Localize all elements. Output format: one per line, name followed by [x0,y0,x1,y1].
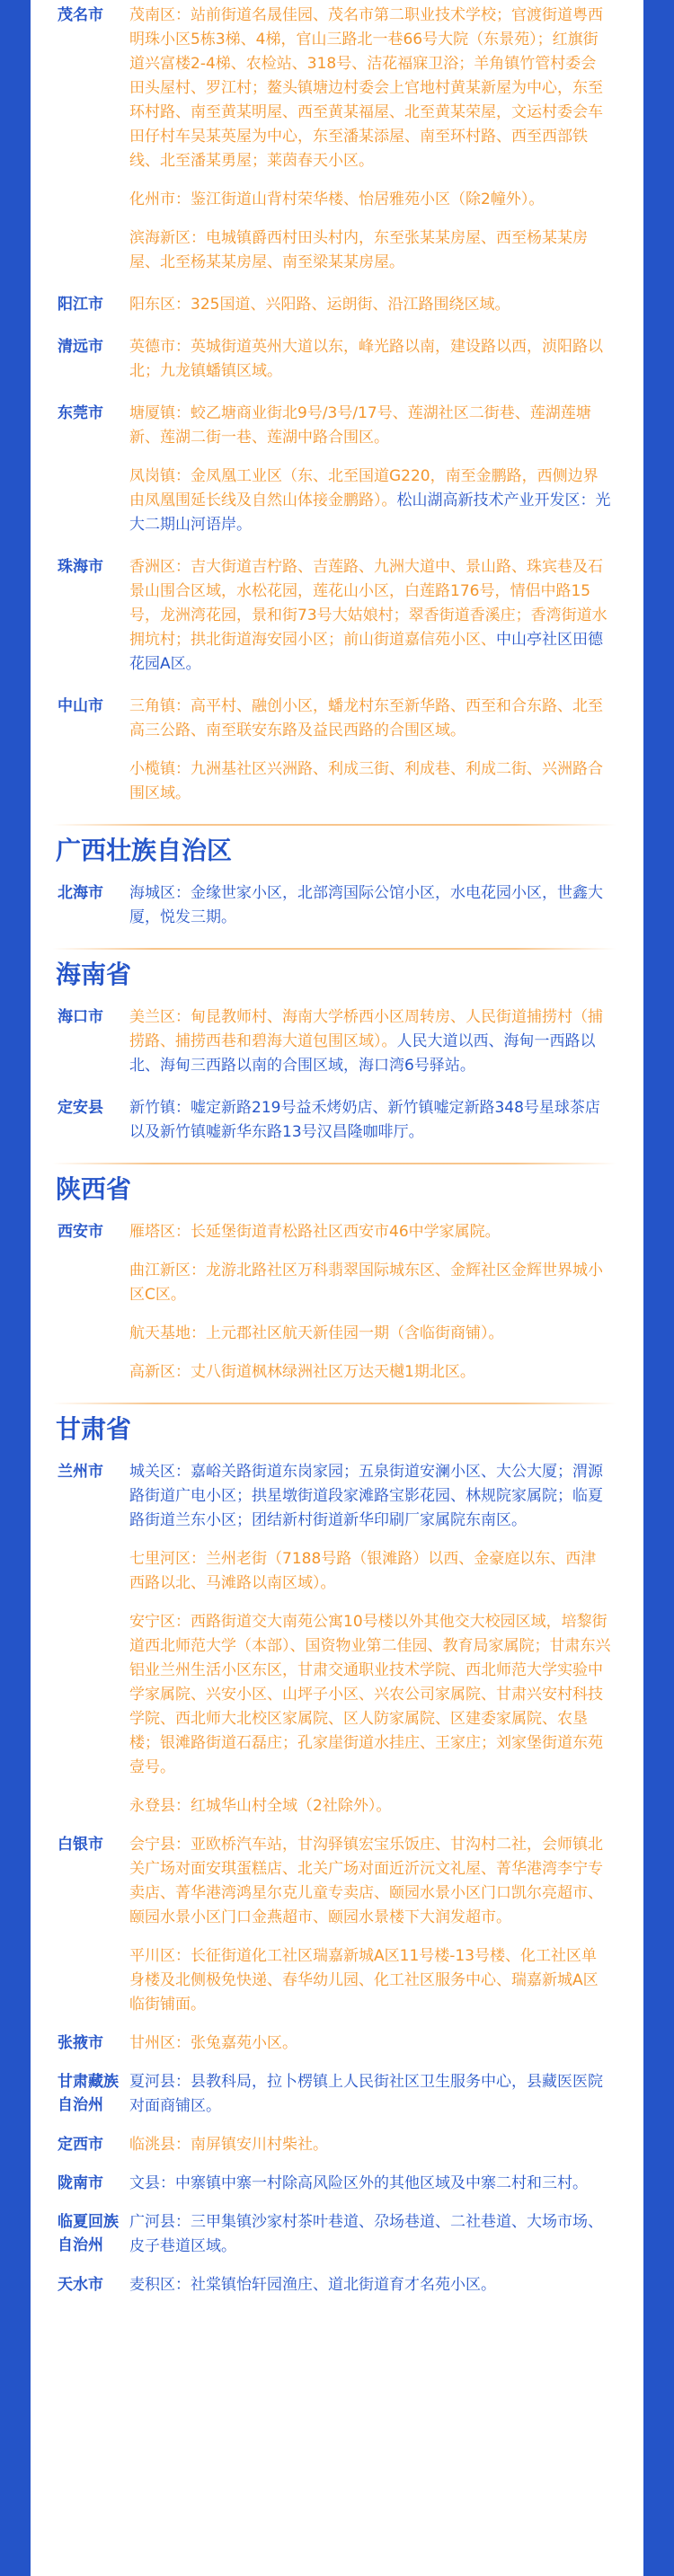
district-entries [129,695,611,806]
provinces-list [58,824,611,2297]
city-row [58,1005,611,1078]
district-entries [129,1833,611,2017]
district-entry [129,293,611,317]
city-name: 定西市 [58,2136,103,2154]
district-entry [129,226,611,275]
district-entry [129,1259,611,1307]
area-text: 临洮县：南屏镇安川村柴社。 [129,2136,328,2154]
area-text: 甘州区：张兔嘉苑小区。 [129,2034,297,2052]
city-row [58,2172,611,2196]
area-text: 平川区：长征街道化工社区瑞嘉新城A区11号楼-13号楼、化工社区单身楼及北侧极免快递、春华幼儿园、化工社区服务中心、瑞嘉新城A区临街铺面。 [129,1947,599,2014]
district-entries [129,555,611,677]
area-text-blue: 广河县：三甲集镇沙家村茶叶巷道、尕场巷道、二社巷道、大场市场、皮子巷道区域。 [129,2213,603,2255]
city-row [58,335,611,384]
district-entry [129,1944,611,2017]
area-text-blue: 中山亭社区田德花园A区。 [129,631,603,673]
district-entry [129,881,611,930]
city-name: 临夏回族自治州 [58,2213,119,2254]
district-entries [129,4,611,275]
guangdong-section [58,4,611,806]
district-entry [129,188,611,212]
area-text: 化州市：鉴江街道山背村荣华楼、怡居雅苑小区（除2幢外）。 [129,190,545,208]
district-entry [129,1005,611,1078]
district-entry [129,1547,611,1596]
area-text: 会宁县：亚欧桥汽车站，甘沟驿镇宏宝乐饭庄、甘沟村二社，会师镇北关广场对面安琪蛋糕店、北关广场对面近沂沅文礼屋、菁华港湾李宁专卖店、菁华港湾鸿星尔克儿童专卖店、颐园水景小区门口凯尔亮超市、颐园水景小区门口金燕超市、颐园水景楼下大润发超市。 [129,1836,603,1926]
area-text: 七里河区：兰州老街（7188号路（银滩路）以西、金豪庭以东、西津西路以北、马滩路以南区域）。 [129,1550,597,1592]
district-entries [129,1005,611,1078]
city-name: 张掖市 [58,2034,103,2052]
area-text: 航天基地：上元郡社区航天新佳园一期（含临街商铺）。 [129,1324,504,1342]
city-row [58,1460,611,1819]
city-name: 东莞市 [58,404,103,422]
city-name: 兰州市 [58,1463,103,1481]
city-row [58,2273,611,2297]
city-name: 阳江市 [58,296,103,314]
district-entry [129,2273,611,2297]
district-entries [129,1220,611,1385]
province-heading: 海南省 [56,960,132,989]
city-name: 珠海市 [58,558,103,576]
city-row [58,2210,611,2259]
district-entries [129,2032,611,2056]
city-name: 定安县 [58,1099,103,1117]
district-entry [129,2172,611,2196]
district-entry [129,335,611,384]
city-row [58,1096,611,1145]
district-entry [129,402,611,450]
district-entries [129,1460,611,1819]
city-name: 中山市 [58,697,103,715]
area-text-blue: 人民大道以西、海甸一西路以北、海甸三西路以南的合围区域，海口湾6号驿站。 [129,1032,596,1075]
district-entries [129,2210,611,2259]
province-heading: 甘肃省 [56,1414,132,1444]
content-card [31,0,643,2576]
area-text: 曲江新区：龙游北路社区万科翡翠国际城东区、金辉社区金辉世界城小区C区。 [129,1261,603,1304]
district-entries [129,402,611,537]
area-text: 高新区：丈八街道枫林绿洲社区万达天樾1期北区。 [129,1363,475,1381]
area-text: 安宁区：西路街道交大南苑公寓10号楼以外其他交大校园区域，培黎街道西北师范大学（本部）、国资物业第二佳园、教育局家属院；甘肃东兴铝业兰州生活小区东区，甘肃交通职业技术学院、西北师范大学实验中学家属院、兴安小区、山坪子小区、兴农公司家属院、甘肃兴安村科技学院、西北师大北校区家属院、区人防家属院、区建委家属院、农垦楼；银滩路街道石磊庄；孔家崖街道水挂庄、王家庄；刘家堡街道东苑壹号。 [129,1613,611,1776]
city-row [58,1833,611,2017]
area-text-blue: 海城区：金缘世家小区，北部湾国际公馆小区，水电花园小区，世鑫大厦，悦发三期。 [129,884,603,926]
district-entry [129,1220,611,1244]
area-text: 塘厦镇：蛟乙塘商业街北9号/3号/17号、莲湖社区二街巷、莲湖莲塘新、莲湖二街一巷、莲湖中路合围区。 [129,404,591,447]
area-text: 茂南区：站前街道名晟佳园、茂名市第二职业技术学校；官渡街道粤西明珠小区5栋3梯、4梯，官山三路北一巷66号大院（东景苑）；红旗街道兴富楼2-4梯、农检站、318号、洁花福寐卫浴；羊角镇竹管村委会田头屋村、罗江村；鳌头镇塘边村委会上官地村黄某新屋为中心，东至环村路、南至黄某明屋、西至黄某福屋、北至黄某荣屋，文运村委会车田仔村车吴某英屋为中心，东至潘某添屋、南至环村路、西至西部铁线、北至潘某勇屋；莱茵春天小区。 [129,6,603,170]
district-entries [129,1096,611,1145]
district-entry [129,1360,611,1385]
section-divider [52,824,616,826]
district-entry [129,2133,611,2157]
city-row [58,1220,611,1385]
city-row [58,293,611,317]
area-text-blue: 麦积区：社棠镇怡轩园渔庄、道北街道育才名苑小区。 [129,2276,496,2294]
city-row [58,4,611,275]
area-text: 滨海新区：电城镇爵西村田头村内，东至张某某房屋、西至杨某某房屋、北至杨某某房屋、南至梁某某房屋。 [129,229,588,271]
city-row [58,695,611,806]
city-name: 陇南市 [58,2174,103,2192]
area-text-blue: 城关区：嘉峪关路街道东岗家园；五泉街道安澜小区、大公大厦；渭源路街道广电小区；拱星墩街道段家滩路宝影花园、林规院家属院；临夏路街道兰东小区；团结新村街道新华印刷厂家属院东南区。 [129,1463,603,1529]
area-text-blue: 夏河县：县教科局，拉卜楞镇上人民街社区卫生服务中心，县藏医医院对面商铺区。 [129,2073,603,2115]
city-name: 甘肃藏族自治州 [58,2073,119,2114]
city-row [58,2133,611,2157]
area-text: 凤岗镇：金凤凰工业区（东、北至国道G220，南至金鹏路，西侧边界由凤凰围延长线及自然山体接金鹏路）。 [129,467,599,509]
section-divider [52,1403,616,1404]
area-text-blue: 新竹镇：嘘定新路219号益禾烤奶店、新竹镇嘘定新路348号星球茶店以及新竹镇嘘新华东路13号汉昌隆咖啡厅。 [129,1099,600,1141]
area-text: 香洲区：吉大街道吉柠路、吉莲路、九洲大道中、景山路、珠宾巷及石景山围合区域，水松花园，莲花山小区，白莲路176号，情侣中路15号，龙洲湾花园，景和街73号大姑娘村；翠香街道香溪庄；香湾街道水拥坑村；拱北街道海安园小区；前山街道嘉信苑小区、 [129,558,607,649]
district-entry [129,1794,611,1819]
district-entry [129,757,611,806]
area-text: 阳东区：325国道、兴阳路、运朗街、沿江路围绕区域。 [129,296,510,314]
city-name: 海口市 [58,1008,103,1026]
city-name: 清远市 [58,338,103,356]
district-entry [129,465,611,537]
city-row [58,402,611,537]
district-entry [129,2210,611,2259]
city-name: 西安市 [58,1223,103,1241]
district-entries [129,2070,611,2119]
district-entry [129,1460,611,1533]
district-entry [129,695,611,743]
area-text: 美兰区：甸昆教师村、海南大学桥西小区周转房、人民街道捕捞村（捕捞路、捕捞西巷和碧海大道包围区域）。 [129,1008,603,1050]
district-entry [129,4,611,173]
district-entries [129,881,611,930]
section-divider [52,948,616,950]
area-text: 永登县：红城华山村全域（2社除外）。 [129,1797,392,1815]
city-row [58,555,611,677]
area-text: 英德市：英城街道英州大道以东，峰光路以南，建设路以西，浈阳路以北；九龙镇蟠镇区域。 [129,338,603,380]
area-text: 小榄镇：九洲基社区兴洲路、利成三街、利成巷、利成二街、兴洲路合围区域。 [129,760,603,802]
district-entry [129,2070,611,2119]
district-entry [129,1833,611,1930]
city-name: 北海市 [58,884,103,902]
city-row [58,881,611,930]
province-heading: 陕西省 [56,1174,132,1204]
district-entries [129,2172,611,2196]
province-heading: 广西壮族自治区 [56,836,233,865]
area-text-blue: 文县：中寨镇中寨一村除高风险区外的其他区域及中寨二村和三村。 [129,2174,588,2192]
city-name: 天水市 [58,2276,103,2294]
district-entries [129,293,611,317]
district-entry [129,2032,611,2056]
district-entry [129,1610,611,1780]
section-divider [52,1163,616,1164]
district-entry [129,555,611,677]
district-entry [129,1322,611,1346]
area-text: 三角镇：高平村、融创小区，蟠龙村东至新华路、西至和合东路、北至高三公路、南至联安东路及益民西路的合围区域。 [129,697,603,739]
district-entry [129,1096,611,1145]
district-entries [129,335,611,384]
district-entries [129,2133,611,2157]
city-name: 白银市 [58,1836,103,1854]
city-name: 茂名市 [58,6,103,24]
city-row [58,2070,611,2119]
city-row [58,2032,611,2056]
district-entries [129,2273,611,2297]
area-text: 雁塔区：长延堡街道青松路社区西安市46中学家属院。 [129,1223,501,1241]
area-text-blue: 松山湖高新技术产业开发区：光大二期山河语岸。 [129,491,611,534]
